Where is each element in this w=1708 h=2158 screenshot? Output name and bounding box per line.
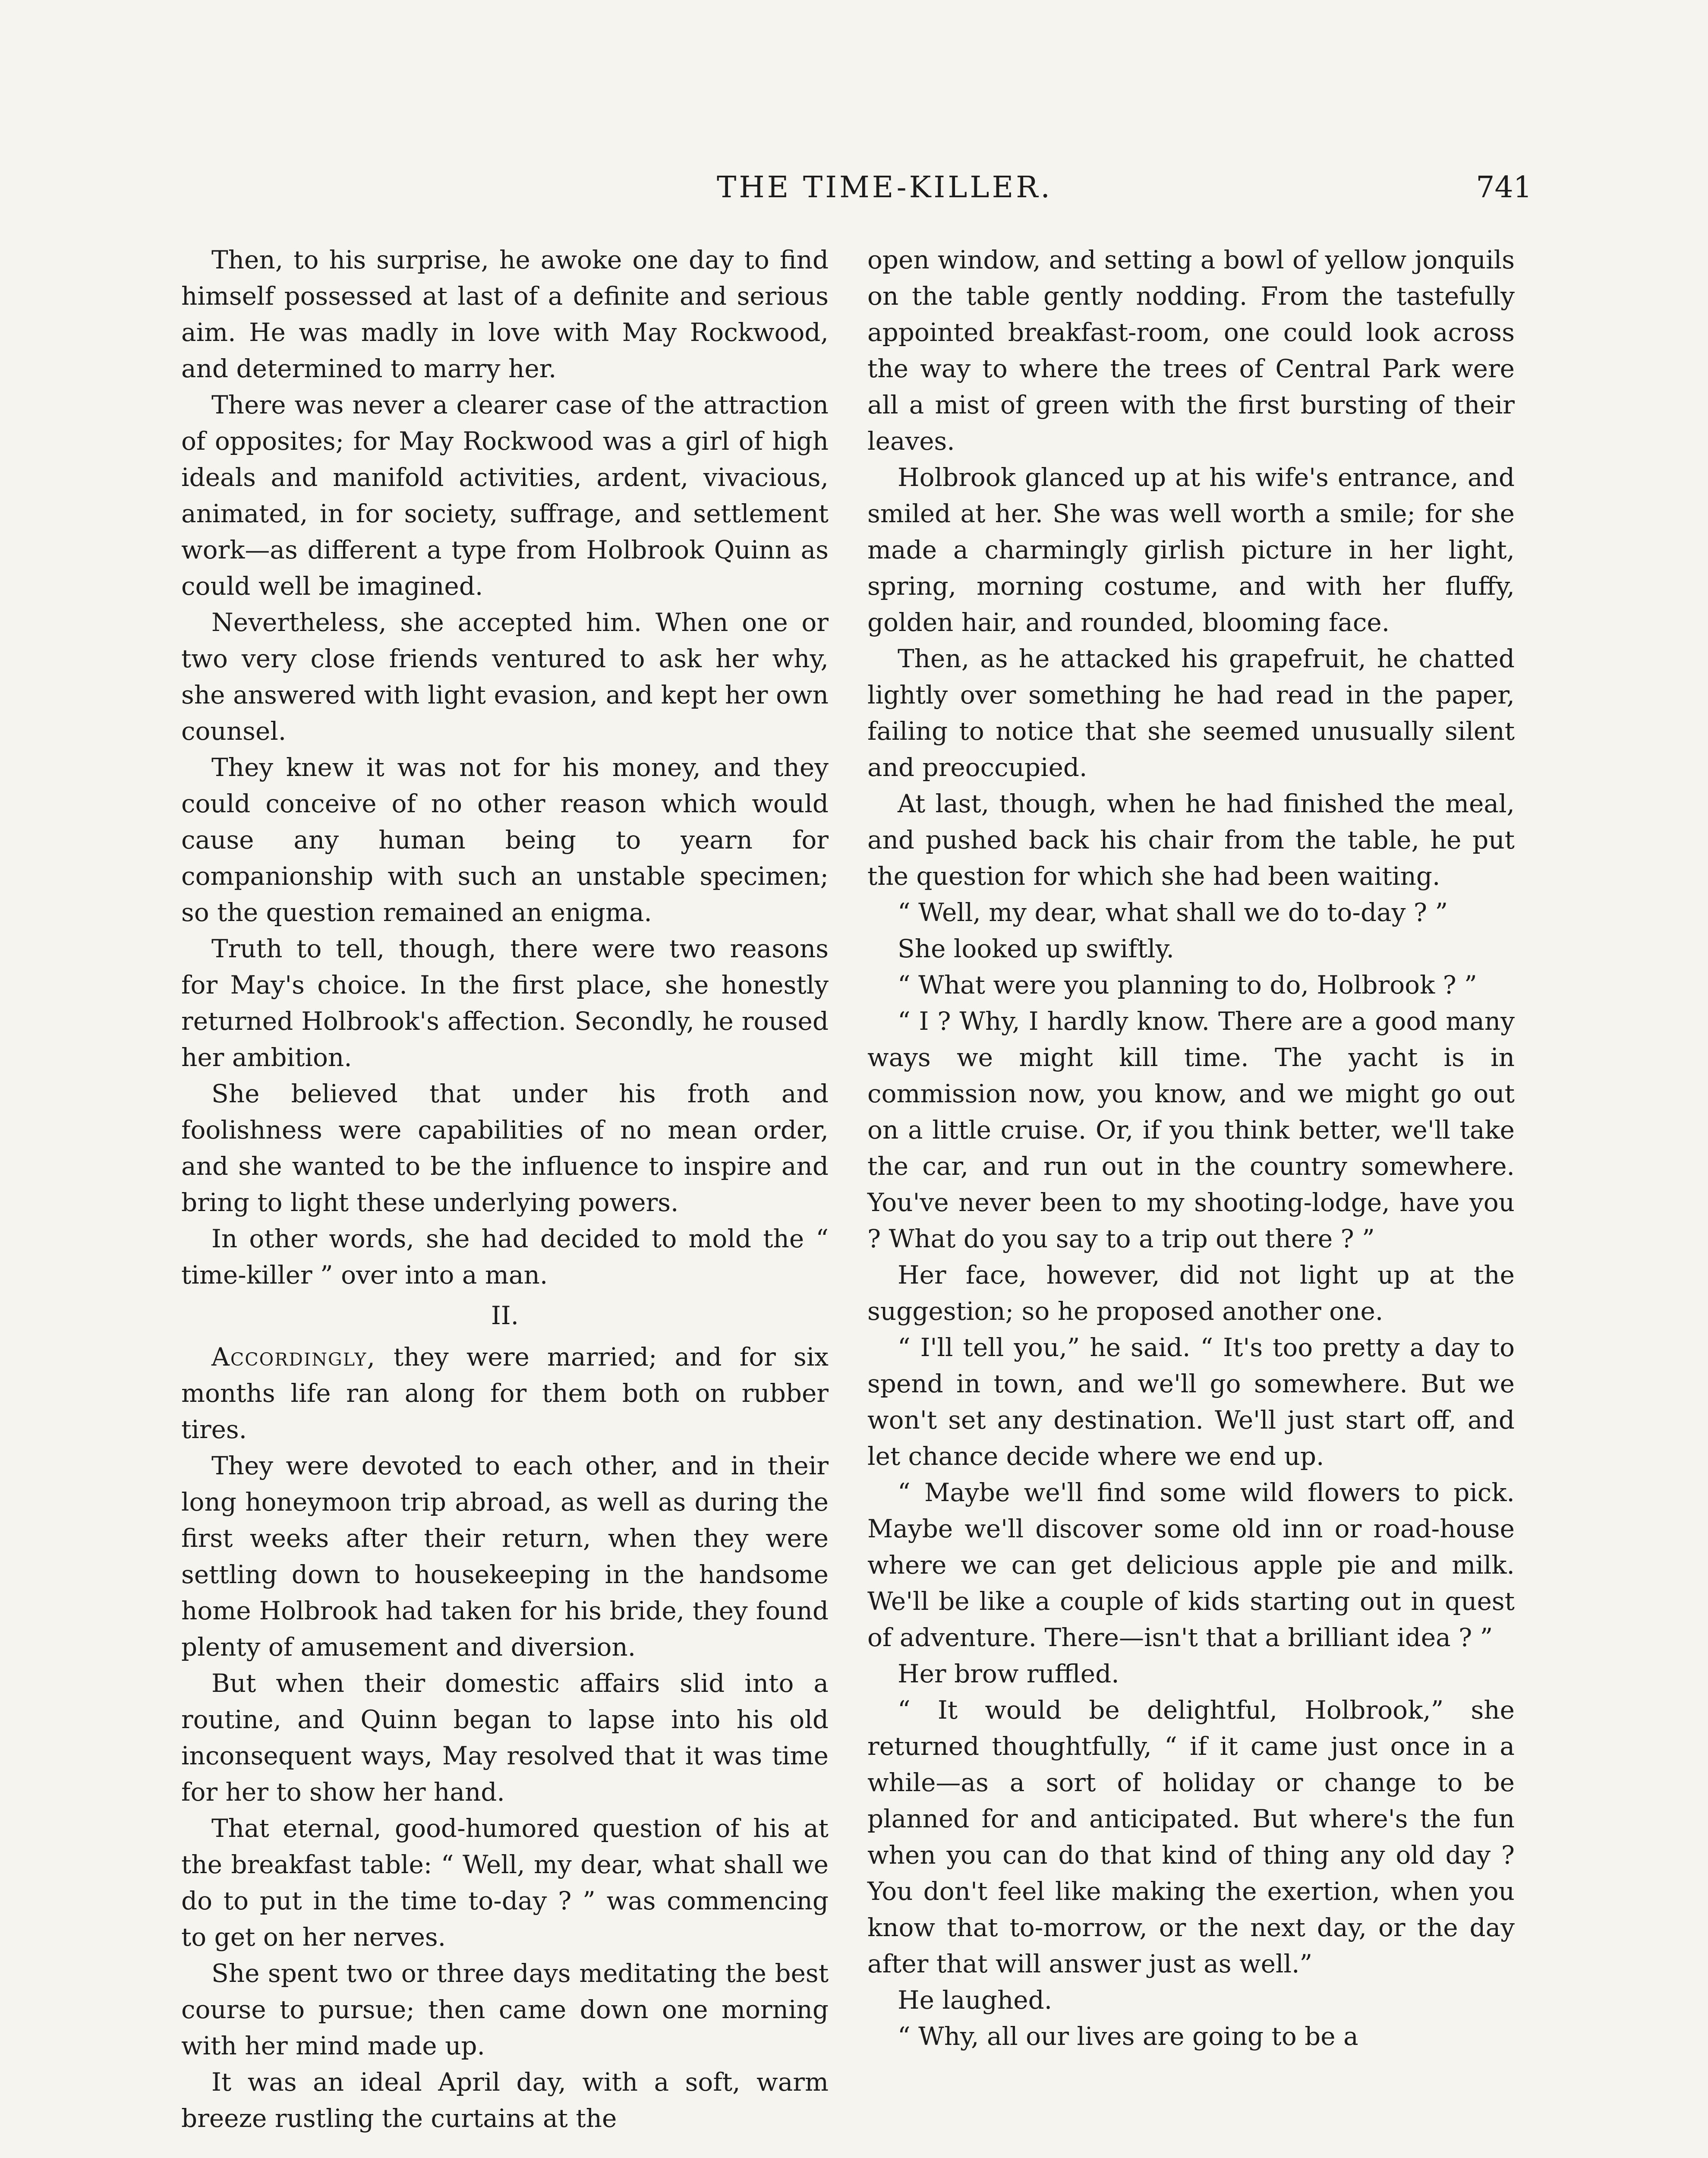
paragraph: In other words, she had decided to mold the “ time-killer ” over into a man. [181,1224,829,1290]
paragraph: “ What were you planning to do, Holbrook ? ” [898,970,1477,1000]
paragraph: “ Well, my dear, what shall we do to-day ? ” [898,898,1448,927]
paragraph: That eternal, good-humored question of his at the breakfast table: “ Well, my dear, what shall we do to put in the time to-day ? ” was commencing to get on her nerves. [181,1814,829,1952]
section-number: II. [491,1301,519,1330]
paragraph: Truth to tell, though, there were two reasons for May's choice. In the first place, she honestly returned Holbrook's affection. Secondly, he roused her ambition. [181,934,829,1072]
paragraph: “ Maybe we'll find some wild flowers to pick. Maybe we'll discover some old inn or road-house where we can get delicious apple pie and milk. We'll be like a couple of kids starting out in quest of adventure. There—isn't that a brilliant idea ? ” [867,1478,1515,1652]
paragraph [181,1339,829,1448]
lead-word: Accordingly, [211,1342,376,1372]
page-number: 741 [1476,170,1532,205]
paragraph: Then, as he attacked his grapefruit, he chatted lightly over something he had read in the paper, failing to notice that she seemed unusually silent and preoccupied. [867,644,1515,782]
paragraph: There was never a clearer case of the attraction of opposites; for May Rockwood was a girl of high ideals and manifold activities, ardent, vivacious, animated, in for society, suffrage, and settlement work—as different a type from Holbrook Quinn as could well be imagined. [181,390,829,601]
paragraph: “ Why, all our lives are going to be a [898,2022,1358,2051]
right-column [867,242,1515,2054]
paragraph: “ It would be delightful, Holbrook,” she returned thoughtfully, “ if it came just once in a while—as a sort of holiday or change to be planned for and anticipated. But where's the fun when you can do that kind of thing any old day ? You don't feel like making the exertion, when you know that to-morrow, or the next day, or the day after that will answer just as well.” [867,1695,1515,1978]
lead-rest: they were married; and for six months life ran along for them both on rubber tires. [181,1342,829,1444]
paragraph: She looked up swiftly. [898,934,1174,963]
running-head: THE TIME-KILLER. [716,170,1053,205]
page-header [177,164,1532,211]
paragraph: Her face, however, did not light up at the suggestion; so he proposed another one. [867,1260,1515,1326]
paragraph: Nevertheless, she accepted him. When one or two very close friends ventured to ask her why, she answered with light evasion, and kept her own counsel. [181,608,829,746]
paragraph: But when their domestic affairs slid into a routine, and Quinn began to lapse into his old inconsequent ways, May resolved that it was time for her to show her hand. [181,1669,829,1807]
paragraph: At last, though, when he had finished the meal, and pushed back his chair from the table, he put the question for which she had been waiting. [867,789,1515,891]
paragraph: They knew it was not for his money, and they could conceive of no other reason which would cause any human being to yearn for companionship with such an unstable specimen; so the question remained an enigma. [181,753,829,927]
paragraph: He laughed. [898,1985,1053,2015]
paragraph: Then, to his surprise, he awoke one day to find himself possessed at last of a definite and serious aim. He was madly in love with May Rockwood, and determined to marry her. [181,245,829,383]
left-column [181,242,829,2136]
paragraph: “ I'll tell you,” he said. “ It's too pretty a day to spend in town, and we'll go somewhere. But we won't set any destination. We'll just start off, and let chance decide where we end up. [867,1333,1515,1471]
paragraph: Holbrook glanced up at his wife's entrance, and smiled at her. She was well worth a smile; for she made a charmingly girlish picture in her light, spring, morning costume, and with her fluffy, golden hair, and rounded, blooming face. [867,463,1515,637]
paragraph: She spent two or three days meditating the best course to pursue; then came down one morning with her mind made up. [181,1959,829,2060]
paragraph: She believed that under his froth and foolishness were capabilities of no mean order, and she wanted to be the influence to inspire and bring to light these underlying powers. [181,1079,829,1217]
paragraph: Her brow ruffled. [898,1659,1119,1688]
paragraph: “ I ? Why, I hardly know. There are a good many ways we might kill time. The yacht is in commission now, you know, and we might go out on a little cruise. Or, if you think better, we'll take the car, and run out in the country somewhere. You've never been to my shooting-lodge, have you ? What do you say to a trip out there ? ” [867,1006,1515,1253]
paragraph-continuation: open window, and setting a bowl of yellow jonquils on the table gently nodding. From the tastefully appointed breakfast-room, one could look across the way to where the trees of Central Park were all a mist of green with the first bursting of their leaves. [867,245,1515,456]
paragraph: They were devoted to each other, and in their long honeymoon trip abroad, as well as during the first weeks after their return, when they were settling down to housekeeping in the handsome home Holbrook had taken for his bride, they found plenty of amusement and diversion. [181,1451,829,1662]
paragraph: It was an ideal April day, with a soft, warm breeze rustling the curtains at the [181,2067,829,2133]
